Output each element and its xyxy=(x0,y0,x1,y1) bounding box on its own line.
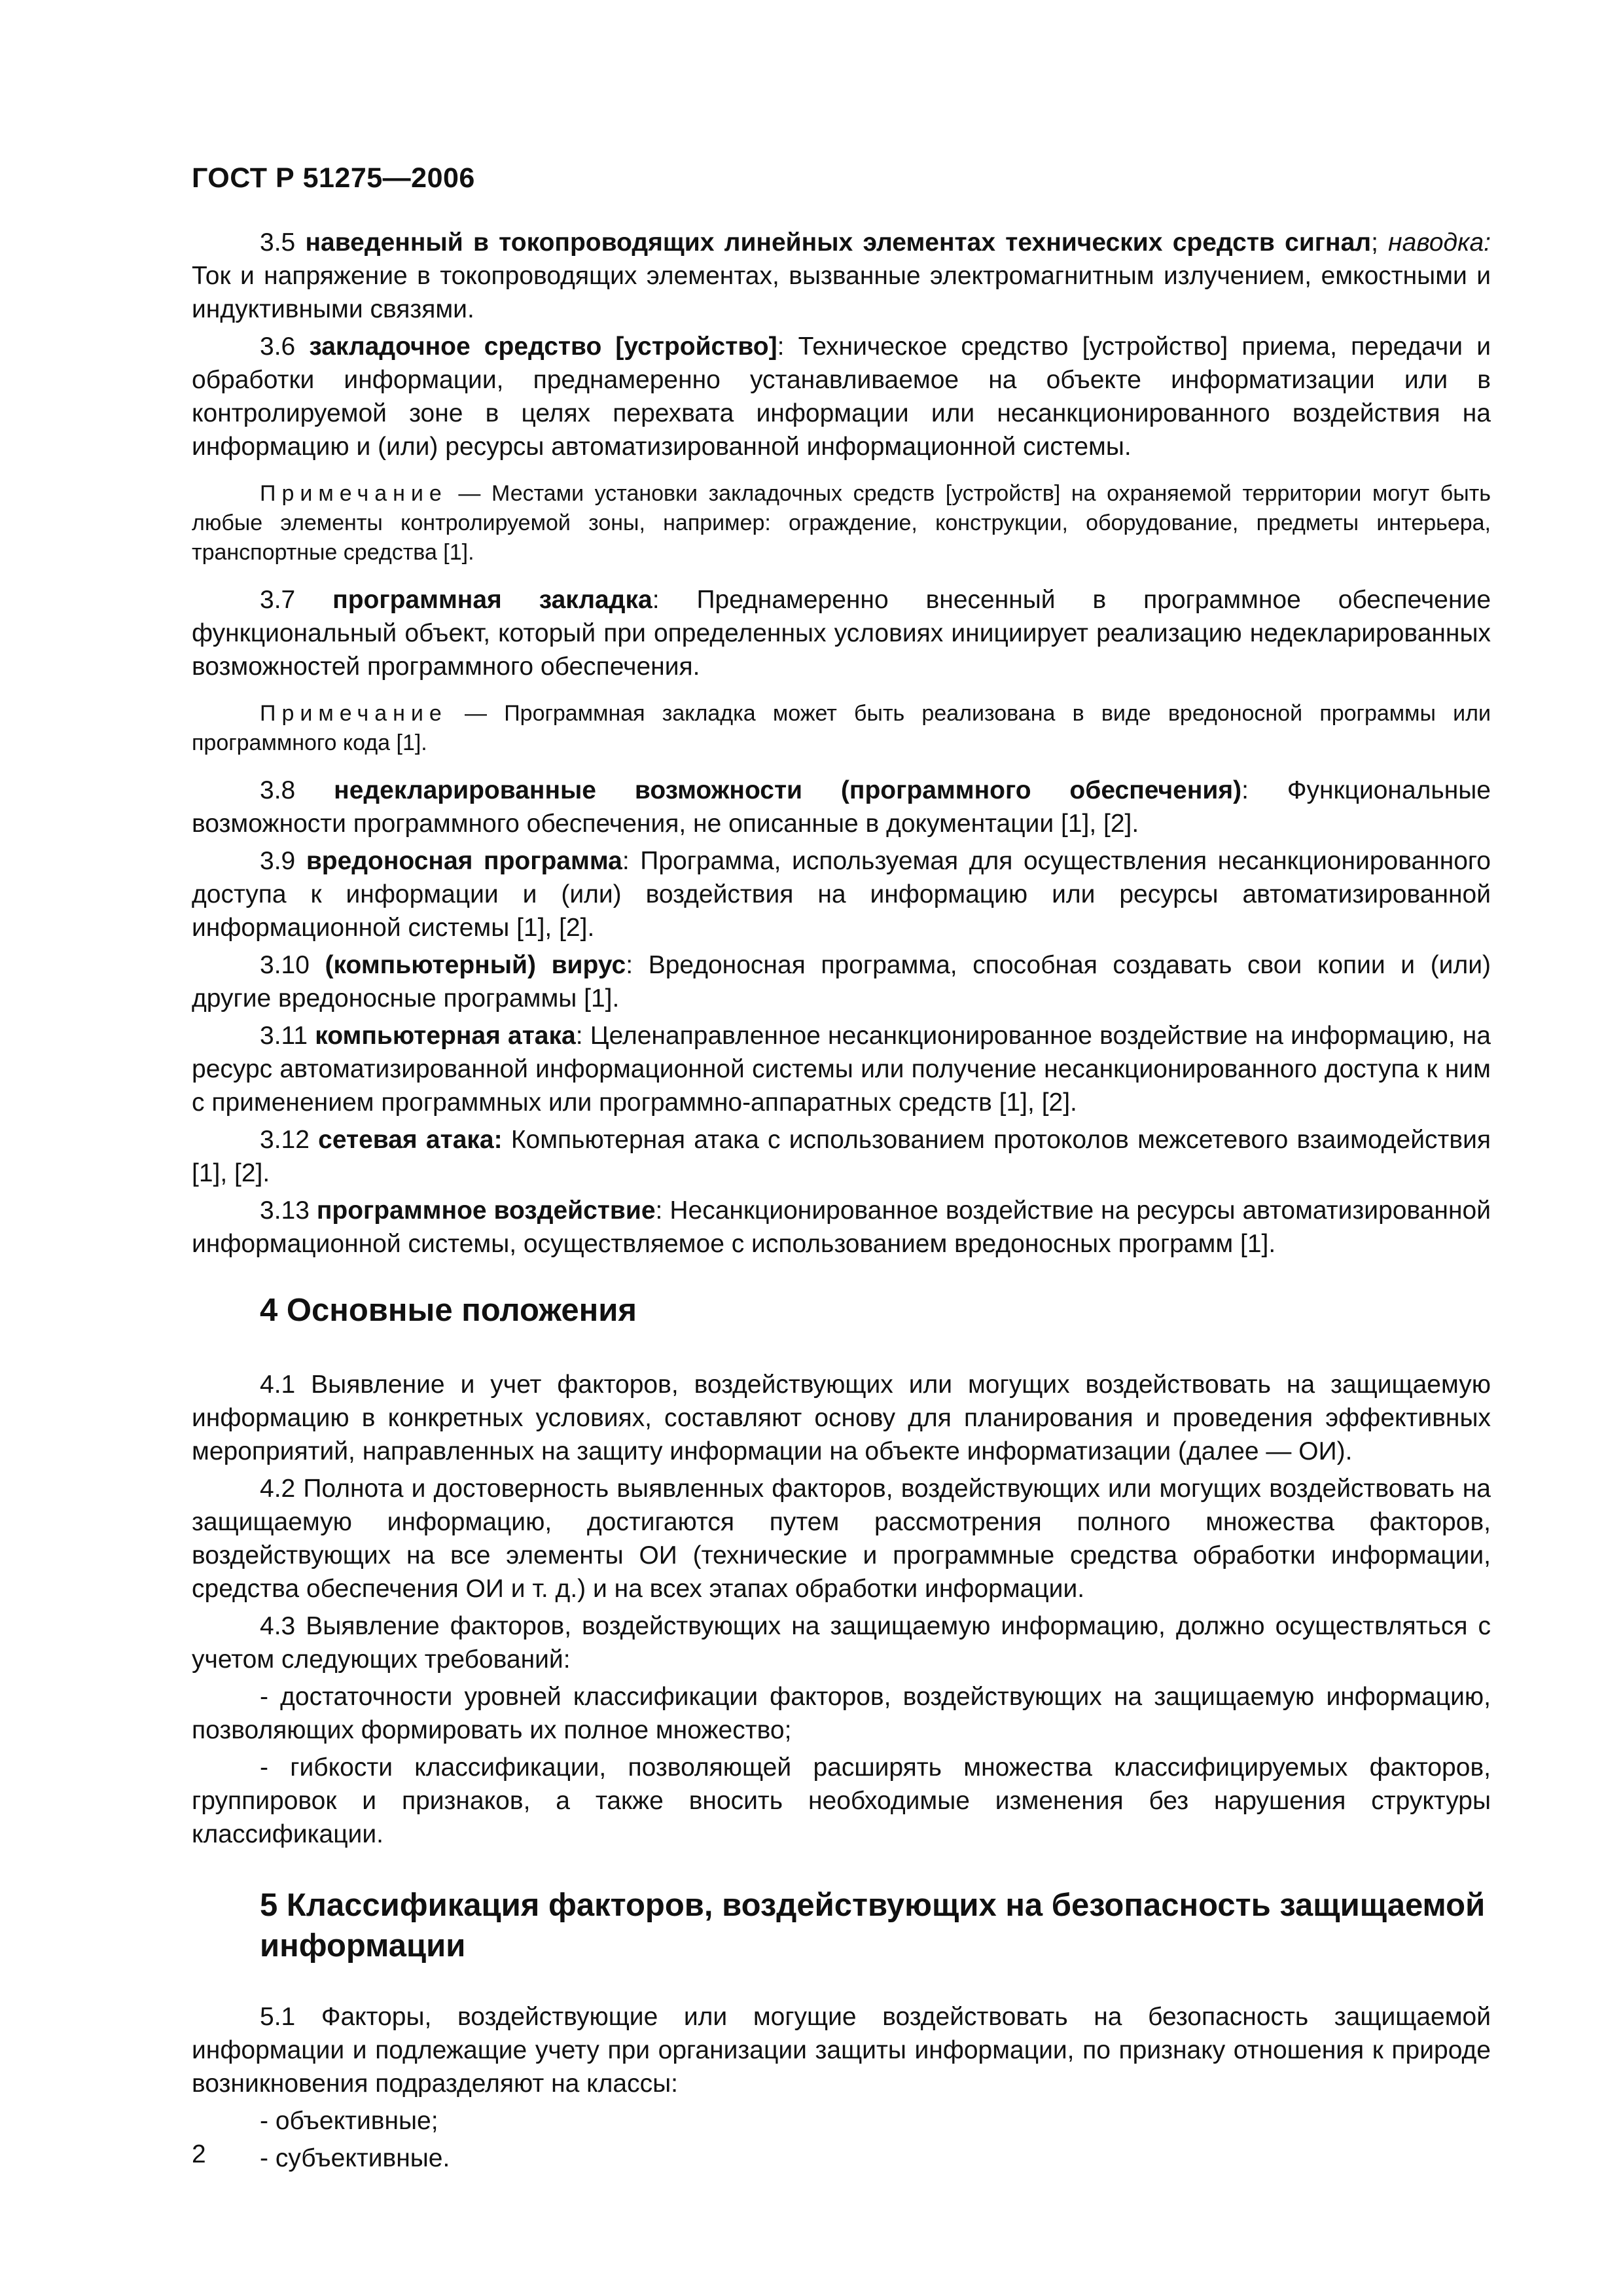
list-item: - субъективные. xyxy=(260,2144,450,2172)
note-dash: — xyxy=(447,481,491,506)
term-definition: Программа, используемая для осуществления несанкционированного доступа к информации и (или) воздействия на информацию или ресурсы автоматизированной информационной системы [1], [2]. xyxy=(192,847,1491,942)
term-3-9 xyxy=(192,844,1491,944)
term-separator: : xyxy=(655,1196,663,1225)
term-3-7 xyxy=(192,583,1491,683)
paragraph-5-1: 5.1 Факторы, воздействующие или могущие воздействовать на безопасность защищаемой информации и подлежащие учету при организации защиты информации, по признаку отношения к природе возникновения подразделяют на классы: xyxy=(192,2003,1491,2098)
term-number: 3.7 xyxy=(260,586,296,614)
paragraph-4-1: 4.1 Выявление и учет факторов, воздействующих или могущих воздействовать на защищаемую информацию в конкретных условиях, составляют основу для планирования и проведения эффективных мероприятий, направленных на защиту информации на объекте информатизации (далее — ОИ). xyxy=(192,1371,1491,1465)
term-title: наведенный в токопроводящих линейных элементах технических средств сигнал xyxy=(305,228,1372,257)
term-number: 3.8 xyxy=(260,776,296,804)
term-3-12 xyxy=(192,1123,1491,1190)
term-3-5 xyxy=(192,226,1491,326)
term-title: вредоносная программа xyxy=(306,847,622,875)
term-3-13 xyxy=(192,1194,1491,1261)
page-number: 2 xyxy=(192,2140,206,2168)
term-definition: Несанкционированное воздействие на ресурсы автоматизированной информационной системы, осуществляемое с использованием вредоносных программ [1]. xyxy=(192,1196,1491,1258)
term-title: компьютерная атака xyxy=(315,1022,576,1050)
term-definition: Вредоносная программа, способная создавать свои копии и (или) другие вредоносные программы [1]. xyxy=(192,951,1491,1013)
term-separator: : xyxy=(777,332,785,361)
term-3-10 xyxy=(192,948,1491,1015)
term-title: закладочное средство [устройство] xyxy=(309,332,777,361)
note-dash: — xyxy=(447,701,505,726)
term-definition: Целенаправленное несанкционированное воздействие на информацию, на ресурс автоматизированной информационной системы или получение несанкционированного доступа к ним с применением программных или программно-аппаратных средств [1], [2]. xyxy=(192,1022,1491,1117)
term-title: (компьютерный) вирус xyxy=(325,951,626,979)
term-separator: : xyxy=(1241,776,1249,804)
term-3-8 xyxy=(192,774,1491,840)
term-title: сетевая атака: xyxy=(318,1126,503,1154)
term-definition: Ток и напряжение в токопроводящих элементах, вызванные электромагнитным излучением, емкостными и индуктивными связями. xyxy=(192,262,1491,323)
term-separator: : xyxy=(575,1022,583,1050)
note-label: Примечание xyxy=(260,481,448,506)
list-item: - достаточности уровней классификации факторов, воздействующих на защищаемую информацию, позволяющих формировать их полное множество; xyxy=(192,1683,1491,1744)
note-text: Программная закладка может быть реализована в виде вредоносной программы или программного кода [1]. xyxy=(192,701,1491,755)
term-definition: Компьютерная атака с использованием протоколов межсетевого взаимодействия [1], [2]. xyxy=(192,1126,1491,1187)
term-separator: : xyxy=(626,951,633,979)
term-synonym: наводка: xyxy=(1388,228,1491,257)
term-3-6 xyxy=(192,330,1491,463)
term-separator: : xyxy=(622,847,630,875)
term-definition: Преднамеренно внесенный в программное обеспечение функциональный объект, который при определенных условиях инициирует реализацию недекларированных возможностей программного обеспечения. xyxy=(192,586,1491,681)
standard-header: ГОСТ Р 51275—2006 xyxy=(192,162,475,194)
note-text: Местами установки закладочных средств [устройств] на охраняемой территории могут быть любые элементы контролируемой зоны, например: ограждение, конструкции, оборудование, предметы интерьера, транспортные средства [1]. xyxy=(192,481,1491,565)
page-content xyxy=(192,226,1491,2179)
term-number: 3.9 xyxy=(260,847,296,875)
list-item: - объективные; xyxy=(260,2107,438,2135)
term-title: недекларированные возможности (программного обеспечения) xyxy=(334,776,1242,804)
term-definition: Техническое средство [устройство] приема, передачи и обработки информации, преднамеренно устанавливаемое на объекте информатизации или в контролируемой зоне в целях перехвата информации или несанкционированного воздействия на информацию и (или) ресурсы автоматизированной информационной системы. xyxy=(192,332,1491,461)
term-definition: Функциональные возможности программного обеспечения, не описанные в документации [1], [2]. xyxy=(192,776,1491,838)
term-number: 3.10 xyxy=(260,951,310,979)
term-title: программная закладка xyxy=(332,586,652,614)
term-number: 3.13 xyxy=(260,1196,310,1225)
paragraph-4-3: 4.3 Выявление факторов, воздействующих на защищаемую информацию, должно осуществляться с учетом следующих требований: xyxy=(192,1612,1491,1674)
term-number: 3.11 xyxy=(260,1022,308,1050)
term-number: 3.12 xyxy=(260,1126,310,1154)
note-label: Примечание xyxy=(260,701,448,726)
note-3-6 xyxy=(192,479,1491,567)
term-separator: ; xyxy=(1371,228,1378,257)
list-item: - гибкости классификации, позволяющей расширять множества классифицируемых факторов, группировок и признаков, а также вносить необходимые изменения без нарушения структуры классификации. xyxy=(192,1753,1491,1848)
section-4-heading: 4 Основные положения xyxy=(260,1293,637,1328)
term-separator: : xyxy=(652,586,660,614)
paragraph-4-2: 4.2 Полнота и достоверность выявленных факторов, воздействующих или могущих воздействовать на защищаемую информацию, достигаются путем рассмотрения полного множества факторов, воздействующих на все элементы ОИ (технические и программные средства обработки информации, средства обеспечения ОИ и т. д.) и на всех этапах обработки информации. xyxy=(192,1475,1491,1603)
section-5-heading: 5 Классификация факторов, воздействующих на безопасность защищаемой информации xyxy=(260,1888,1486,1964)
term-number: 3.5 xyxy=(260,228,296,257)
term-number: 3.6 xyxy=(260,332,296,361)
term-title: программное воздействие xyxy=(316,1196,656,1225)
term-3-11 xyxy=(192,1019,1491,1119)
note-3-7 xyxy=(192,699,1491,758)
